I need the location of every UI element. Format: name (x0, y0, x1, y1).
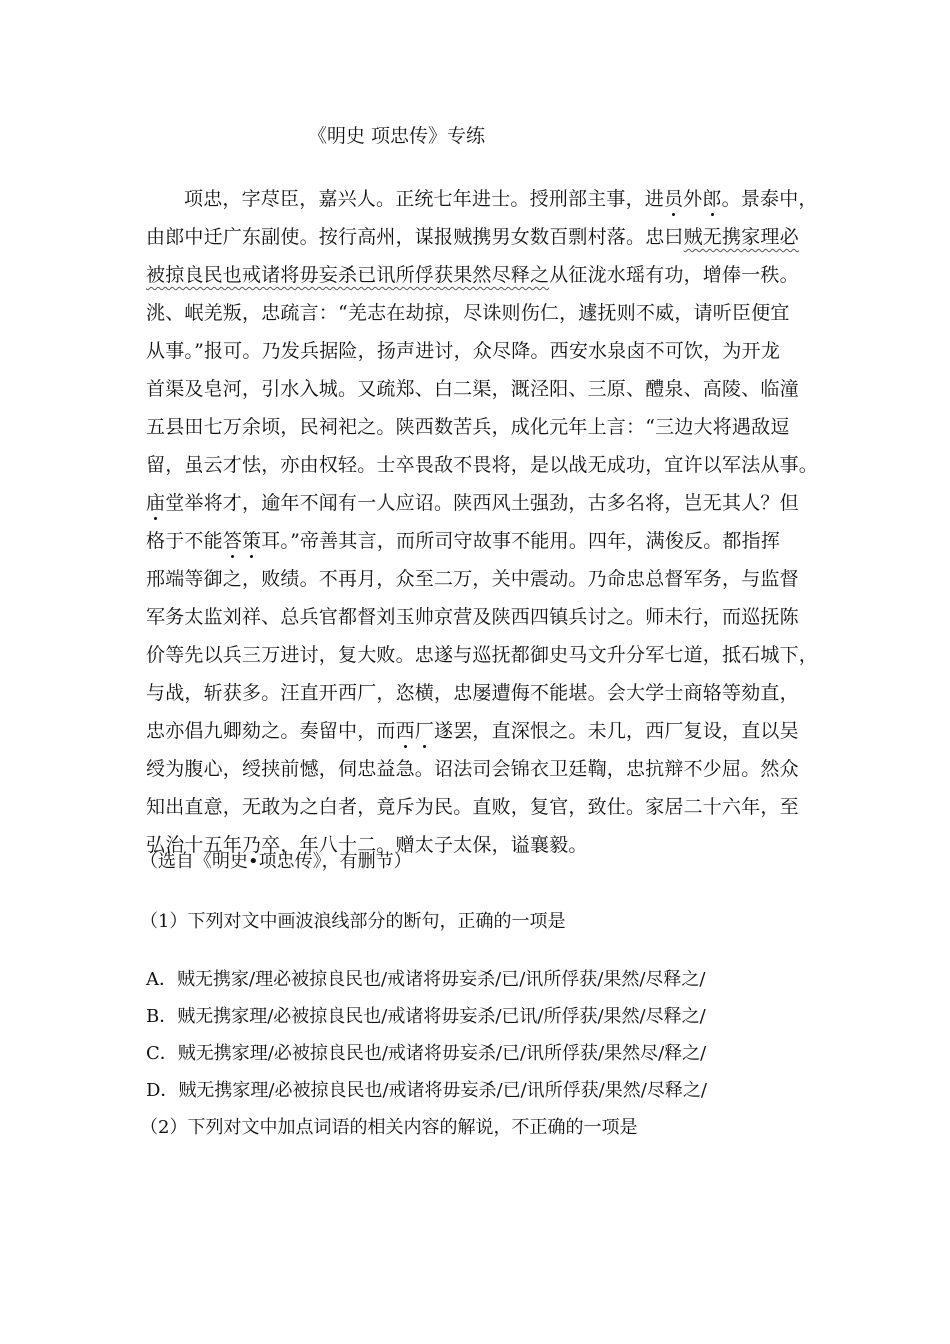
source-citation: （选自《明史•项忠传》，有删节） (140, 851, 412, 872)
dotted-emphasis-char: 郎 (702, 180, 721, 218)
passage-text: 格于不能 (146, 530, 223, 552)
passage-line (146, 750, 826, 788)
passage-line (146, 256, 826, 294)
wavy-underlined-text: 被掠良民也戒诸将毋妄杀已讯所俘获果然尽释之 (146, 264, 550, 286)
passage-line (146, 636, 826, 674)
option-c: C．贼无携家理/必被掠良民也/戒诸将毋妄杀/已/讯所俘获/果然尽/释之/ (146, 1043, 707, 1064)
dotted-emphasis-char: 厂 (415, 712, 434, 750)
question-2: （2）下列对文中加点词语的相关内容的解说，不正确的一项是 (140, 1117, 638, 1138)
dotted-emphasis-char: 策 (242, 522, 261, 560)
option-b: B．贼无携家理/必被掠良民也/戒诸将毋妄杀/已讯/所俘获/果然/尽释之/ (146, 1006, 706, 1027)
passage-line (146, 788, 826, 826)
passage-text: 项忠，字荩臣，嘉兴人。正统七年进士。授刑部主事，进 (184, 188, 665, 210)
passage-line (146, 598, 826, 636)
option-d: D．贼无携家理/必被掠良民也/戒诸将毋妄杀/已/讯所俘获/果然/尽释之/ (146, 1080, 707, 1101)
passage-line (146, 522, 826, 560)
passage-text: 首渠及皂河，引水入城。又疏郑、白二渠，溉泾阳、三原、醴泉、高陵、临潼 (146, 378, 799, 400)
passage-text: 五县田七万余顷，民祠祀之。陕西数苦兵，成化元年上言：“三边大将遇敌逗 (146, 416, 790, 438)
passage-line (146, 218, 826, 256)
passage-text: 从事。”报可。乃发兵据险，扬声进讨，众尽降。西安水泉卤不可饮，为开龙 (146, 340, 781, 362)
option-a: A．贼无携家/理必被掠良民也/戒诸将毋妄杀/已/讯所俘获/果然/尽释之/ (146, 969, 706, 990)
passage-text: 洮、岷羌叛，忠疏言：“羌志在劫掠，尽诛则伤仁，遽抚则不威，请听臣便宜 (146, 302, 790, 324)
passage-text: 弘治十五年乃卒，年八十二。赠太子太保，谥襄毅。 (146, 834, 588, 856)
question-1: （1）下列对文中画波浪线部分的断句，正确的一项是 (140, 911, 566, 932)
passage-text: 从征泷水瑶有功，增俸一秩。 (549, 264, 799, 286)
passage-body (146, 180, 826, 864)
passage-line (146, 484, 826, 522)
passage-line (146, 560, 826, 598)
passage-line (146, 332, 826, 370)
passage-text: 知出直意，无敢为之白者，竟斥为民。直败，复官，致仕。家居二十六年，至 (146, 796, 799, 818)
passage-text: 遂罢，直深恨之。未几，西厂复设，直以吴 (434, 720, 799, 742)
passage-line (146, 370, 826, 408)
passage-text: 。景泰中， (721, 188, 818, 210)
passage-line (146, 712, 826, 750)
passage-line (146, 180, 826, 218)
passage-line (146, 446, 826, 484)
passage-text: 军务太监刘祥、总兵官都督刘玉帅京营及陕西四镇兵讨之。师未行，而巡抚陈 (146, 606, 799, 628)
passage-text: 由郎中迁广东副使。按行高州，谋报贼携男女数百剽村落。忠曰 (146, 226, 684, 248)
passage-text: 绶为腹心，绶挟前憾，伺忠益急。诏法司会锦衣卫廷鞫，忠抗辩不少屈。然众 (146, 758, 799, 780)
passage-text: 邢端等御之，败绩。不再月，众至二万，关中震动。乃命忠总督军务，与监督 (146, 568, 799, 590)
wavy-underlined-text: 贼无携家理必 (683, 226, 799, 248)
passage-text: 价等先以兵三万进讨，复大败。忠遂与巡抚都御史马文升分军七道，抵石城下， (146, 644, 819, 666)
dotted-emphasis-char: 答 (223, 522, 242, 560)
passage-text: 耳。”帝善其言，而所司守故事不能用。四年，满俊反。都指挥 (261, 530, 781, 552)
passage-line (146, 674, 826, 712)
passage-text: 忠亦倡九卿劾之。奏留中，而 (146, 720, 396, 742)
dotted-emphasis-char: 庙 (146, 484, 165, 522)
passage-text: 堂举将才，逾年不闻有一人应诏。陕西风土强劲，古多名将，岂无其人？但 (165, 492, 799, 514)
passage-text: 外 (683, 188, 703, 210)
page-title: 《明史 项忠传》专练 (308, 125, 486, 147)
passage-text: 与战，斩获多。汪直开西厂，恣横，忠屡遭侮不能堪。会大学士商辂等劾直， (146, 682, 799, 704)
passage-line (146, 408, 826, 446)
passage-text: 留，虽云才怯，亦由权轻。士卒畏敌不畏将，是以战无成功，宜许以军法从事。 (146, 454, 819, 476)
dotted-emphasis-char: 西 (396, 712, 415, 750)
passage-line (146, 294, 826, 332)
dotted-emphasis-char: 员 (664, 180, 683, 218)
